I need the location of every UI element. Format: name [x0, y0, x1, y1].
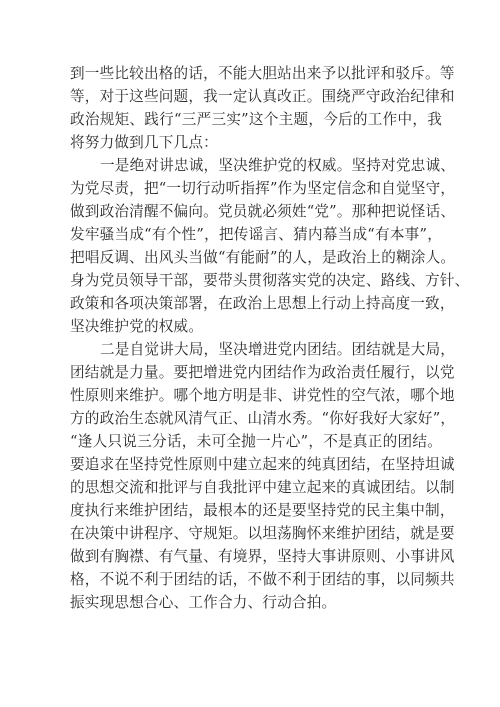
text-line: 政治规矩、践行“三严三实”这个主题，今后的工作中，我: [70, 111, 442, 128]
text-line: 政策和各项决策部署，在政治上思想上行动上持高度一致，: [70, 295, 455, 312]
text-line: 做到有胸襟、有气量、有境界，坚持大事讲原则、小事讲风: [70, 548, 455, 565]
text-line: 发牢骚当成“有个性”，把传谣言、猜内幕当成“有本事”，: [70, 226, 442, 243]
text-line: 性原则来维护。哪个地方明是非、讲党性的空气浓，哪个地: [70, 387, 455, 404]
text-line: 坚决维护党的权威。: [70, 318, 204, 335]
text-line: “逢人只说三分话，未可全抛一片心”，不是真正的团结。: [70, 433, 442, 450]
text-line: 格，不说不利于团结的话，不做不利于团结的事，以同频共: [70, 571, 455, 588]
text-line: 做到政治清醒不偏向。党员就必须姓“党”。那种把说怪话、: [70, 203, 456, 220]
text-line: 到一些比较出格的话，不能大胆站出来予以批评和驳斥。等: [70, 65, 455, 82]
text-line: 团结就是力量。要把增进党内团结作为政治责任履行，以党: [70, 364, 455, 381]
text-line: 为党尽责，把“一切行动听指挥”作为坚定信念和自觉坚守，: [70, 180, 456, 197]
text-line: 身为党员领导干部，要带头贯彻落实党的决定、路线、方针、: [70, 272, 470, 289]
text-line: 度执行来维护团结，最根本的还是要坚持党的民主集中制，: [70, 502, 455, 519]
text-line: 振实现思想合心、工作合力、行动合拍。: [70, 594, 337, 611]
text-line: 将努力做到几下几点：: [70, 134, 218, 151]
text-line: 一是绝对讲忠诚，坚决维护党的权威。坚持对党忠诚、: [100, 157, 456, 174]
text-line: 方的政治生态就风清气正、山清水秀。“你好我好大家好”，: [70, 410, 456, 427]
text-line: 二是自觉讲大局，坚决增进党内团结。团结就是大局，: [100, 341, 456, 358]
body-text: [70, 62, 470, 614]
text-line: 在决策中讲程序、守规矩。以坦荡胸怀来维护团结，就是要: [70, 525, 455, 542]
text-line: 的思想交流和批评与自我批评中建立起来的真诚团结。以制: [70, 479, 455, 496]
text-line: 等，对于这些问题，我一定认真改正。围绕严守政治纪律和: [70, 88, 455, 105]
text-line: 要追求在坚持党性原则中建立起来的纯真团结，在坚持坦诚: [70, 456, 455, 473]
text-line: 把唱反调、出风头当做“有能耐”的人，是政治上的糊涂人。: [70, 249, 456, 266]
